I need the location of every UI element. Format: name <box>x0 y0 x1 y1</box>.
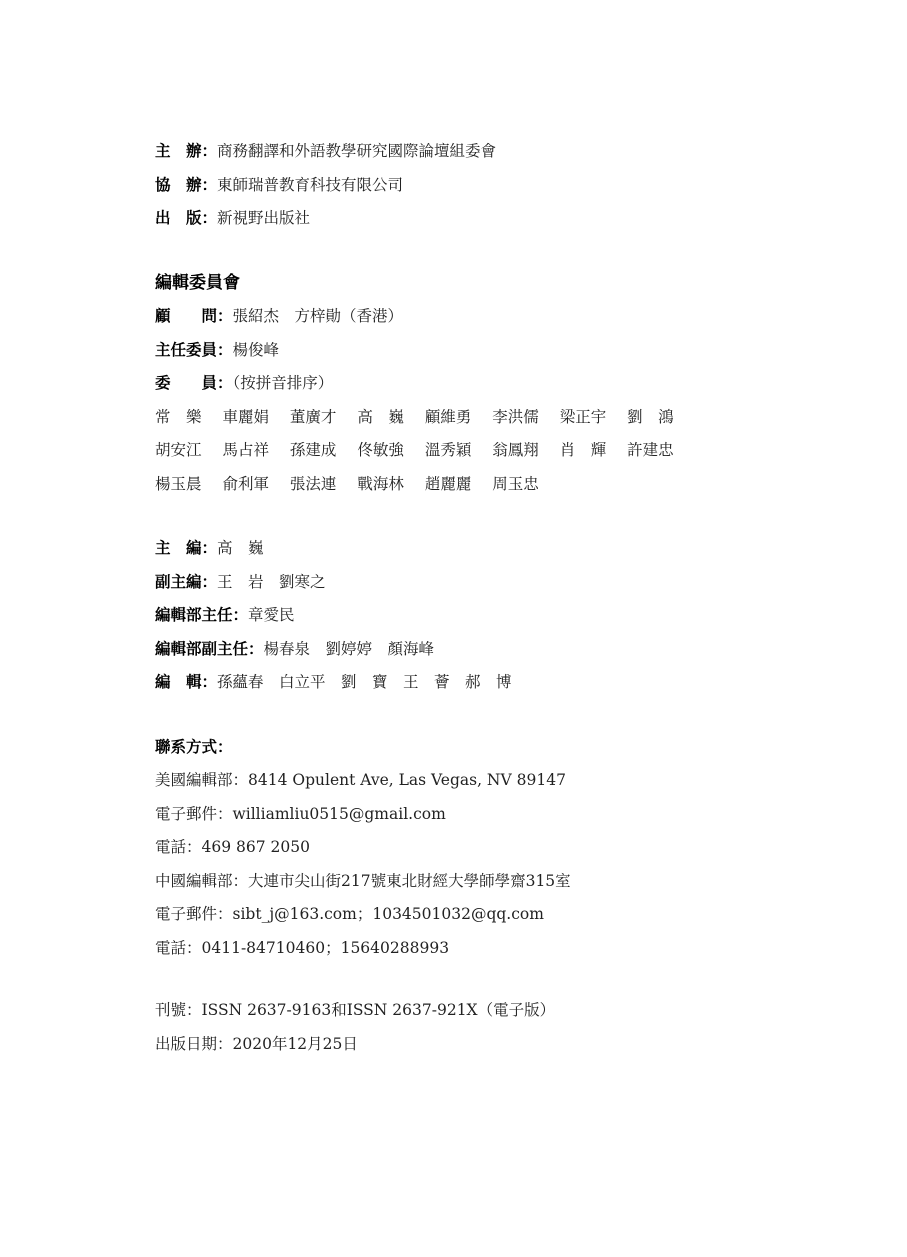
editors-value: 孫蘊春 白立平 劉 寶 王 薈 郝 博 <box>217 673 512 691</box>
member-name: 劉 鴻 <box>627 407 674 426</box>
member-name: 楊玉晨 <box>155 474 202 493</box>
contact-title: 聯系方式： <box>155 736 233 756</box>
member-name: 肖 輝 <box>559 441 607 459</box>
director-line <box>155 337 755 371</box>
us-email-line: 電子郵件：williamliu0515@gmail.com <box>155 804 446 823</box>
member-name: 高 巍 <box>357 407 404 426</box>
member-name: 周玉忠 <box>492 474 539 493</box>
cn-email-line: 電子郵件：sibt_j@163.com；1034501032@qq.com <box>155 905 544 923</box>
publisher-value: 新視野出版社 <box>217 209 311 227</box>
host-label: 主 辦： <box>155 141 218 160</box>
issn-line: 刊號：ISSN 2637-9163和ISSN 2637-921X（電子版） <box>155 1001 556 1019</box>
section-gap <box>155 239 755 270</box>
members-line <box>155 370 755 404</box>
dept-director-value: 章愛民 <box>248 606 295 624</box>
members-row-3 <box>155 471 755 505</box>
editorial-board-title: 編輯委員會 <box>155 272 240 293</box>
member-name: 張法連 <box>289 474 337 493</box>
us-phone-line: 電話：469 867 2050 <box>155 838 310 856</box>
chief-editor-value: 高 巍 <box>217 539 264 557</box>
member-name: 馬占祥 <box>222 441 269 459</box>
member-name: 戰海林 <box>357 474 404 493</box>
member-name: 許建忠 <box>627 441 674 459</box>
member-name: 顧維勇 <box>424 407 472 426</box>
member-name: 佟敏強 <box>357 441 404 459</box>
cohost-line <box>155 172 755 206</box>
cn-office-line: 中國編輯部：大連市尖山街217號東北財經大學師學齋315室 <box>155 871 571 890</box>
dept-director-line <box>155 602 755 636</box>
advisors-value: 張紹杰 方梓勛（香港） <box>232 307 404 325</box>
deputy-editor-label: 副主編： <box>155 571 218 591</box>
member-name: 董廣才 <box>289 407 337 426</box>
advisors-label: 顧 問： <box>155 306 233 325</box>
editors-label: 編 輯： <box>155 672 218 691</box>
us-office-line: 美國編輯部：8414 Opulent Ave, Las Vegas, NV 89147 <box>155 771 566 789</box>
publisher-label: 出 版： <box>155 208 218 227</box>
members-note: （按拼音排序） <box>232 374 334 392</box>
member-name: 梁正宇 <box>559 407 607 426</box>
chief-editor-label: 主 編： <box>155 538 218 557</box>
section-gap <box>155 703 755 734</box>
host-value: 商務翻譯和外語教學研究國際論壇組委會 <box>217 142 497 160</box>
deputy-editor-value: 王 岩 劉寒之 <box>217 572 326 591</box>
director-label: 主任委員： <box>155 339 233 359</box>
member-name: 車麗娟 <box>222 407 269 426</box>
advisors-line <box>155 303 755 337</box>
section-gap <box>155 968 755 997</box>
host-line <box>155 138 755 172</box>
member-name: 趙麗麗 <box>424 474 472 493</box>
members-label: 委 員： <box>155 373 233 392</box>
member-name: 俞利軍 <box>222 474 269 493</box>
member-name: 溫秀穎 <box>424 441 472 459</box>
cn-phone-line: 電話：0411-84710460；15640288993 <box>155 938 450 957</box>
director-value: 楊俊峰 <box>232 340 280 359</box>
member-name: 翁鳳翔 <box>492 441 539 459</box>
dept-director-label: 編輯部主任： <box>155 605 249 624</box>
member-name: 常 樂 <box>155 407 202 426</box>
pub-date-line: 出版日期：2020年12月25日 <box>155 1034 358 1053</box>
cohost-label: 協 辦： <box>155 174 218 194</box>
colophon-page <box>155 138 755 1064</box>
members-row-1 <box>155 404 755 438</box>
deputy-editor-line <box>155 569 755 603</box>
chief-editor-line <box>155 535 755 569</box>
member-name: 胡安江 <box>155 441 202 459</box>
member-name: 李洪儒 <box>492 407 539 426</box>
editors-line <box>155 669 755 703</box>
member-name: 孫建成 <box>289 441 337 459</box>
section-gap <box>155 504 755 535</box>
members-row-2 <box>155 437 755 471</box>
cohost-value: 東師瑞普教育科技有限公司 <box>217 175 404 194</box>
publisher-line <box>155 205 755 239</box>
dept-deputy-line <box>155 636 755 670</box>
dept-deputy-label: 編輯部副主任： <box>155 638 264 658</box>
dept-deputy-value: 楊春泉 劉婷婷 顏海峰 <box>263 639 435 658</box>
